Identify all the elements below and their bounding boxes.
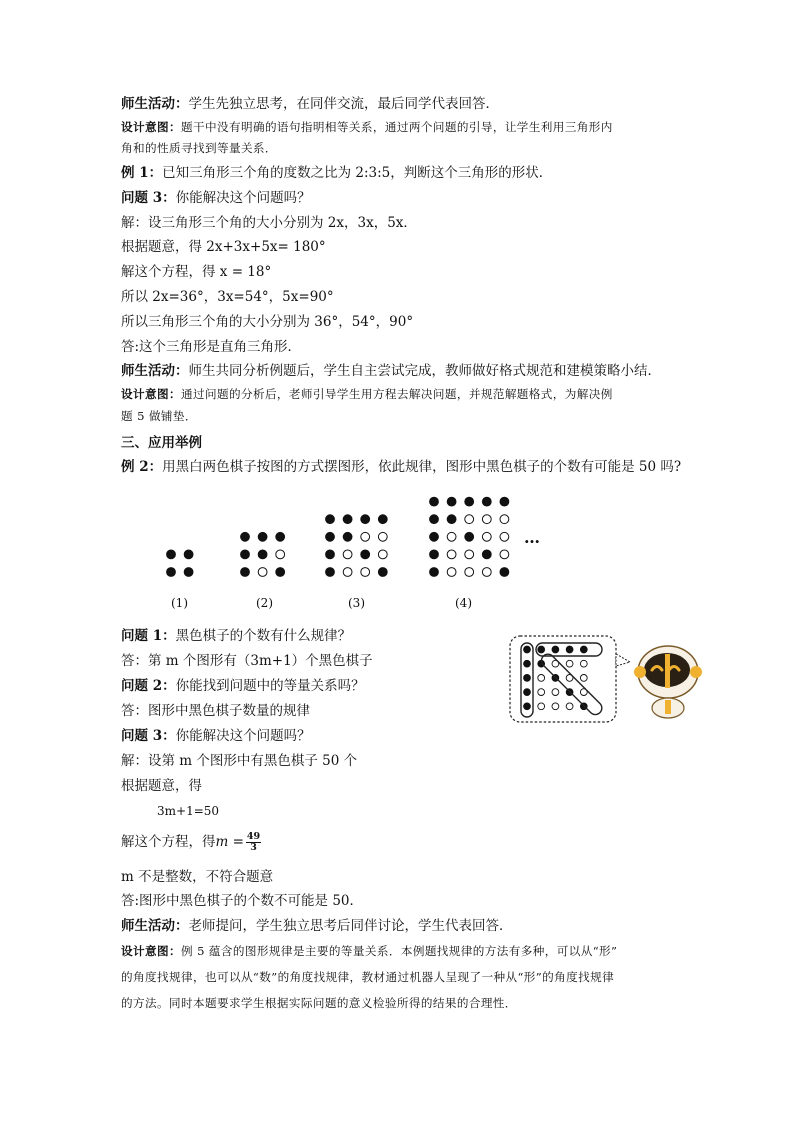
hint-white-stone xyxy=(538,689,545,696)
white-stone xyxy=(378,532,387,541)
intent-label: 设计意图： xyxy=(121,387,181,401)
hint-white-stone xyxy=(566,660,573,667)
solution-line-5: 所以三角形三个角的大小分别为 36°，54°，90° xyxy=(121,314,414,330)
black-stone xyxy=(482,550,491,559)
hint-black-stone xyxy=(524,675,531,682)
paragraph-intent-2-cont: 题 5 做铺垫． xyxy=(121,409,197,423)
hint-white-stone xyxy=(538,675,545,682)
section-heading: 三、应用举例 xyxy=(121,435,202,451)
black-stone xyxy=(184,568,193,577)
example-label: 例 2： xyxy=(121,459,163,475)
figure-label-4: (4) xyxy=(455,596,472,610)
figure-label-1: (1) xyxy=(171,596,188,610)
hint-black-stone xyxy=(524,660,531,667)
solve-var: m = xyxy=(215,834,244,850)
white-stone xyxy=(482,568,491,577)
example-text: 用黑白两色棋子按图的方式摆图形，依此规律，图形中黑色棋子的个数有可能是 50 吗? xyxy=(162,459,682,475)
black-stone xyxy=(482,497,491,506)
black-stone xyxy=(430,550,439,559)
example-1 xyxy=(121,164,552,182)
paragraph-intent-1 xyxy=(121,118,613,136)
black-stone xyxy=(378,515,387,524)
paragraph-activity-2 xyxy=(121,362,661,380)
black-stone xyxy=(326,515,335,524)
paragraph-intent-3 xyxy=(121,942,617,960)
speech-bubble-tail xyxy=(616,654,630,666)
black-stone xyxy=(167,568,176,577)
example-label: 例 1： xyxy=(121,165,163,181)
hint-black-stone xyxy=(524,689,531,696)
black-stone xyxy=(465,497,474,506)
black-stone xyxy=(361,550,370,559)
black-stone xyxy=(447,515,456,524)
solution-line-3: 解这个方程，得 x = 18° xyxy=(121,264,272,280)
black-stone xyxy=(500,497,509,506)
white-stone xyxy=(465,550,474,559)
solution-2-line-2: 根据题意，得 xyxy=(121,778,202,794)
example-2 xyxy=(121,458,681,476)
black-stone xyxy=(343,532,352,541)
question-label: 问题 3： xyxy=(121,190,176,206)
question-label: 问题 3： xyxy=(121,728,176,744)
intent-text: 题干中没有明确的语句指明相等关系，通过两个问题的引导，让学生利用三角形内 xyxy=(180,120,613,134)
answer-2: 答:图形中黑色棋子的个数不可能是 50． xyxy=(121,893,364,909)
hint-black-stone xyxy=(552,646,559,653)
question-text: 黑色棋子的个数有什么规律？ xyxy=(175,628,352,644)
fraction-denominator: 3 xyxy=(250,842,257,853)
paragraph-intent-1-cont: 角和的性质寻找到等量关系． xyxy=(121,141,277,155)
solution-2-line-1: 解：设第 m 个图形中有黑色棋子 50 个 xyxy=(121,753,358,769)
black-stone xyxy=(167,550,176,559)
black-stone xyxy=(465,532,474,541)
question-label: 问题 1： xyxy=(121,628,176,644)
hint-white-stone xyxy=(580,675,587,682)
hint-white-stone xyxy=(580,660,587,667)
black-stone xyxy=(361,515,370,524)
solution-line-4: 所以 2x=36°，3x=54°，5x=90° xyxy=(121,289,334,305)
black-stone xyxy=(326,532,335,541)
black-stone xyxy=(276,532,285,541)
black-stone xyxy=(378,568,387,577)
activity-label: 师生活动： xyxy=(121,96,189,112)
white-stone xyxy=(258,568,267,577)
black-stone xyxy=(258,532,267,541)
white-stone xyxy=(343,550,352,559)
black-stone xyxy=(430,532,439,541)
fraction xyxy=(246,832,261,853)
black-stone xyxy=(447,497,456,506)
solution-line-1: 解：设三角形三个角的大小分别为 2x，3x，5x． xyxy=(121,215,417,231)
answer-question-2: 答：图形中黑色棋子数量的规律 xyxy=(121,703,310,719)
white-stone xyxy=(361,532,370,541)
figure-label-2: (2) xyxy=(256,596,273,610)
equation: 3m+1=50 xyxy=(157,804,220,818)
example-text: 已知三角形三个角的度数之比为 2:3:5，判断这个三角形的形状． xyxy=(162,165,553,181)
black-stone xyxy=(258,550,267,559)
white-stone xyxy=(447,532,456,541)
activity-label: 师生活动： xyxy=(121,918,189,934)
white-stone xyxy=(276,550,285,559)
black-stone xyxy=(430,515,439,524)
question-label: 问题 2： xyxy=(121,678,176,694)
paragraph-intent-3-cont-1: 的角度找规律，也可以从“数”的角度找规律，教材通过机器人呈现了一种从“形”的角度找规律 xyxy=(121,970,615,984)
solve-text: 解这个方程，得 xyxy=(121,834,216,850)
white-stone xyxy=(343,568,352,577)
white-stone xyxy=(465,515,474,524)
hint-black-stone xyxy=(580,646,587,653)
hint-white-stone xyxy=(566,703,573,710)
intent-text: 例 5 蕴含的图形规律是主要的等量关系．本例题找规律的方法有多种，可以从“形” xyxy=(180,944,618,958)
hint-black-stone xyxy=(538,646,545,653)
hint-white-stone xyxy=(552,689,559,696)
black-stone xyxy=(184,550,193,559)
hint-black-stone xyxy=(524,703,531,710)
robot-icon xyxy=(634,646,702,718)
question-1 xyxy=(121,627,351,645)
question-3b xyxy=(121,727,311,745)
white-stone xyxy=(482,515,491,524)
question-2 xyxy=(121,677,365,695)
black-stone xyxy=(326,550,335,559)
figure-label-3: (3) xyxy=(348,596,365,610)
black-stone xyxy=(241,532,250,541)
white-stone xyxy=(500,550,509,559)
fraction-numerator: 49 xyxy=(246,831,261,842)
white-stone xyxy=(361,568,370,577)
paragraph-intent-2 xyxy=(121,385,613,403)
activity-text: 学生先独立思考，在同伴交流，最后同学代表回答． xyxy=(188,96,499,112)
black-stone xyxy=(343,515,352,524)
figure-ellipsis: … xyxy=(524,528,540,547)
question-text: 你能找到问题中的等量关系吗？ xyxy=(175,678,365,694)
black-stone xyxy=(326,568,335,577)
black-stone xyxy=(276,568,285,577)
solution-2-line-4: m 不是整数，不符合题意 xyxy=(121,869,274,885)
white-stone xyxy=(447,568,456,577)
activity-text: 师生共同分析例题后，学生自主尝试完成，教师做好格式规范和建模策略小结． xyxy=(188,363,661,379)
hint-black-stone xyxy=(566,646,573,653)
white-stone xyxy=(465,568,474,577)
answer-question-1: 答：第 m 个图形有（3m+1）个黑色棋子 xyxy=(121,653,373,669)
hint-white-stone xyxy=(552,703,559,710)
white-stone xyxy=(500,532,509,541)
hint-white-stone xyxy=(538,703,545,710)
question-text: 你能解决这个问题吗？ xyxy=(175,728,311,744)
question-text: 你能解决这个问题吗？ xyxy=(175,190,311,206)
intent-label: 设计意图： xyxy=(121,120,181,134)
activity-label: 师生活动： xyxy=(121,363,189,379)
robot-hint-illustration xyxy=(508,634,708,726)
black-stone xyxy=(241,550,250,559)
black-stone xyxy=(241,568,250,577)
black-stone xyxy=(430,497,439,506)
paragraph-intent-3-cont-2: 的方法。同时本题要求学生根据实际问题的意义检验所得的结果的合理性． xyxy=(121,996,517,1010)
paragraph-activity-1 xyxy=(121,95,499,113)
hint-black-stone xyxy=(524,646,531,653)
dot-pattern-figures xyxy=(0,490,794,620)
intent-label: 设计意图： xyxy=(121,944,181,958)
black-stone xyxy=(500,568,509,577)
white-stone xyxy=(447,550,456,559)
white-stone xyxy=(378,550,387,559)
white-stone xyxy=(482,532,491,541)
intent-text: 通过问题的分析后，老师引导学生用方程去解决问题，并规范解题格式，为解决例 xyxy=(180,387,613,401)
solution-line-2: 根据题意，得 2x+3x+5x= 180° xyxy=(121,239,326,255)
question-3a xyxy=(121,189,311,207)
answer-line-1: 答:这个三角形是直角三角形． xyxy=(121,339,302,355)
paragraph-activity-3 xyxy=(121,917,513,935)
white-stone xyxy=(500,515,509,524)
activity-text: 老师提问，学生独立思考后同伴讨论，学生代表回答． xyxy=(188,918,513,934)
black-stone xyxy=(430,568,439,577)
solution-2-line-3 xyxy=(121,832,261,853)
